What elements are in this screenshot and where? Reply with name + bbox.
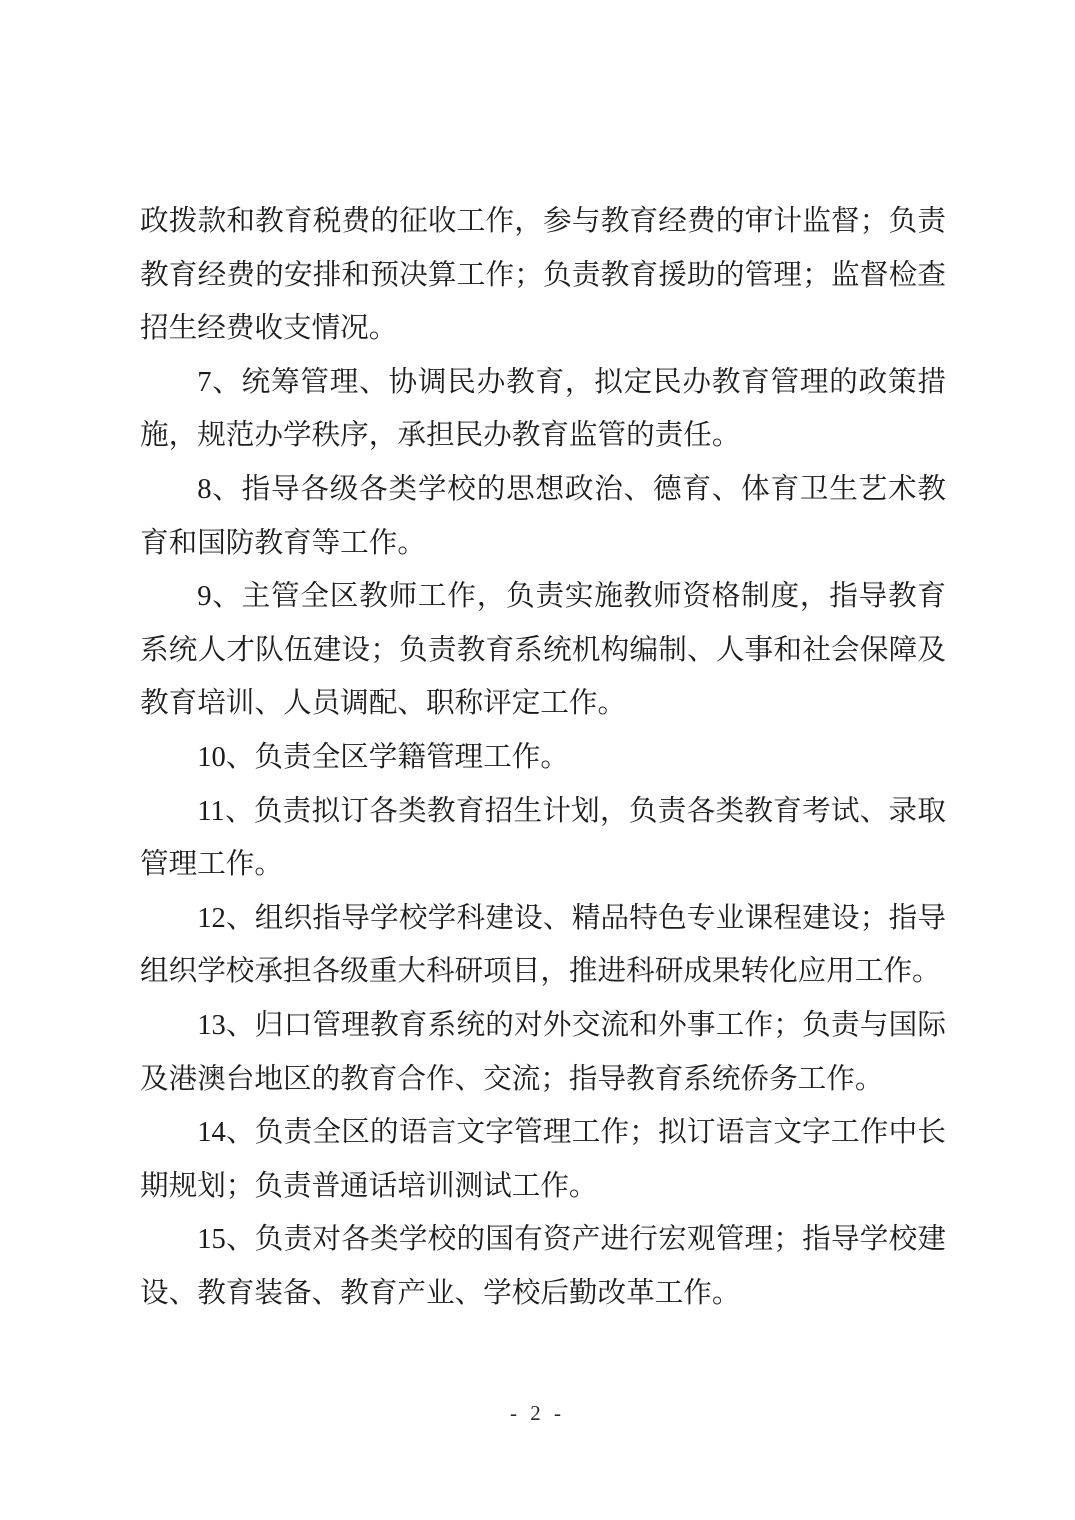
page-number: - 2 - (510, 1401, 565, 1425)
paragraph-item-11: 11、负责拟订各类教育招生计划，负责各类教育考试、录取管理工作。 (140, 795, 946, 881)
paragraph-item-9: 9、主管全区教师工作，负责实施教师资格制度，指导教育系统人才队伍建设；负责教育系统机构编制、人事和社会保障及教育培训、人员调配、职称评定工作。 (140, 581, 946, 720)
document-body (140, 195, 946, 1320)
paragraph-item-7: 7、统筹管理、协调民办教育，拟定民办教育管理的政策措施，规范办学秩序，承担民办教育监管的责任。 (140, 366, 946, 452)
paragraph-item-8: 8、指导各级各类学校的思想政治、德育、体育卫生艺术教育和国防教育等工作。 (140, 473, 946, 559)
paragraph-item-12: 12、组织指导学校学科建设、精品特色专业课程建设；指导组织学校承担各级重大科研项目，推进科研成果转化应用工作。 (140, 902, 946, 988)
paragraph-continuation: 政拨款和教育税费的征收工作，参与教育经费的审计监督；负责教育经费的安排和预决算工作；负责教育援助的管理；监督检查招生经费收支情况。 (140, 206, 946, 345)
paragraph-item-15: 15、负责对各类学校的国有资产进行宏观管理；指导学校建设、教育装备、教育产业、学校后勤改革工作。 (140, 1224, 946, 1309)
paragraph-item-13: 13、归口管理教育系统的对外交流和外事工作；负责与国际及港澳台地区的教育合作、交流；指导教育系统侨务工作。 (140, 1009, 946, 1095)
paragraph-item-14: 14、负责全区的语言文字管理工作；拟订语言文字工作中长期规划；负责普通话培训测试工作。 (140, 1117, 946, 1202)
paragraph-item-10: 10、负责全区学籍管理工作。 (197, 741, 569, 773)
